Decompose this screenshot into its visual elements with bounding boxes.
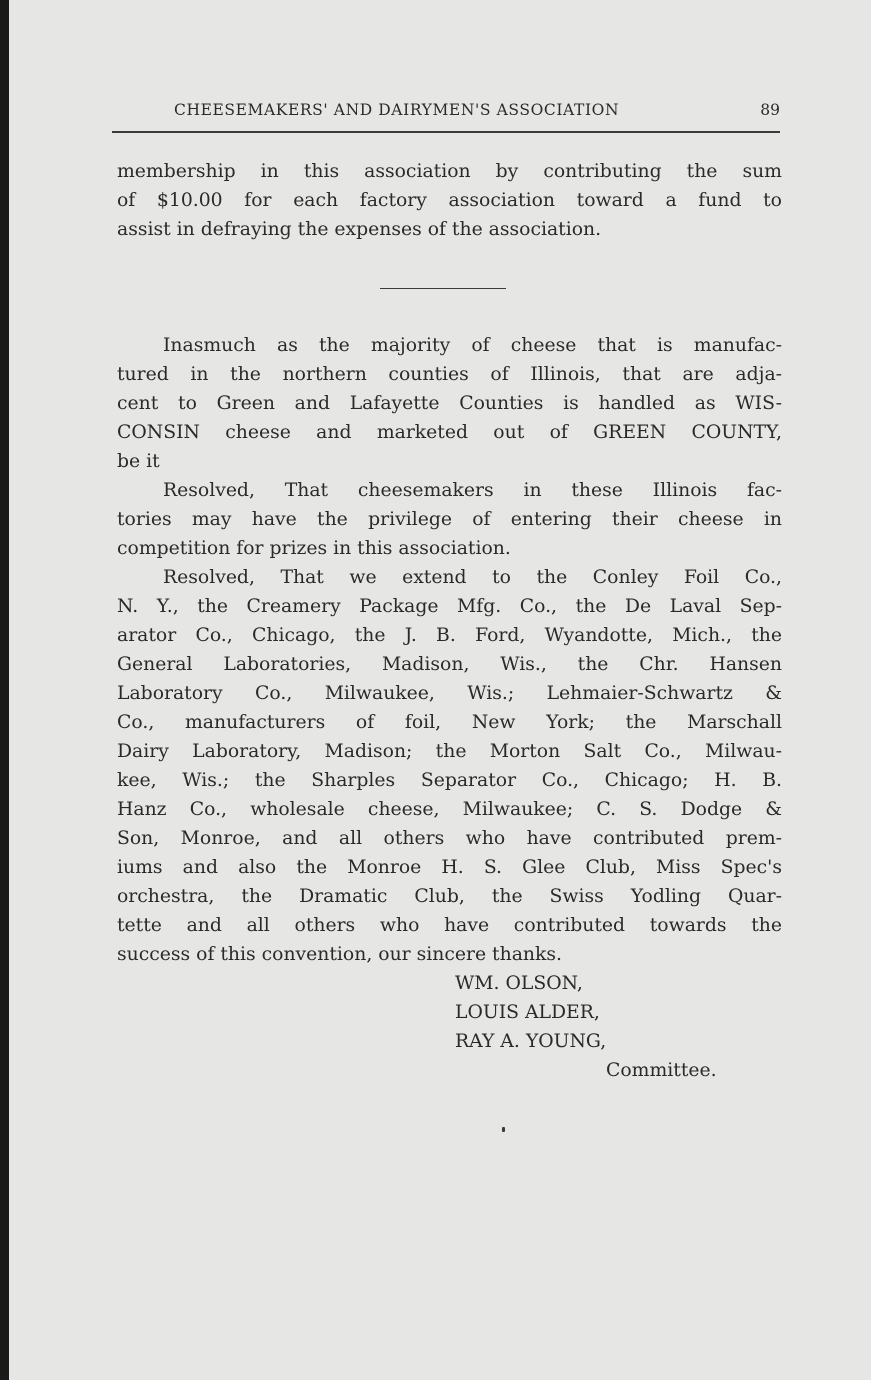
text-line: Hanz Co., wholesale cheese, Milwaukee; C. S. Dodge & — [117, 799, 782, 820]
text-line: Son, Monroe, and all others who have contributed prem- — [117, 828, 782, 849]
text-line: arator Co., Chicago, the J. B. Ford, Wyandotte, Mich., the — [117, 625, 782, 646]
text-line: General Laboratories, Madison, Wis., the Chr. Hansen — [117, 654, 782, 675]
header-title: CHEESEMAKERS' AND DAIRYMEN'S ASSOCIATION — [174, 101, 620, 119]
paragraph-resolved-illinois — [117, 476, 782, 563]
text-line: Resolved, That we extend to the Conley Foil Co., — [163, 567, 782, 588]
text-line: of $10.00 for each factory association toward a fund to — [117, 190, 782, 211]
text-line: be it — [117, 451, 160, 472]
signature-name: LOUIS ALDER, — [455, 1002, 600, 1023]
text-line: competition for prizes in this association. — [117, 538, 511, 559]
paragraph-membership — [117, 157, 782, 244]
running-header — [112, 101, 780, 131]
text-line: Co., manufacturers of foil, New York; the Marschall — [117, 712, 782, 733]
header-rule — [112, 131, 780, 133]
text-line: success of this convention, our sincere thanks. — [117, 944, 562, 965]
book-binding-edge — [0, 0, 9, 1380]
signature-name: RAY A. YOUNG, — [455, 1031, 607, 1052]
text-line: membership in this association by contributing the sum — [117, 161, 782, 182]
text-line: Inasmuch as the majority of cheese that is manufac- — [163, 335, 782, 356]
paragraph-resolved-thanks — [117, 563, 782, 969]
text-line: cent to Green and Lafayette Counties is handled as WIS- — [117, 393, 782, 414]
text-line: Laboratory Co., Milwaukee, Wis.; Lehmaier-Schwartz & — [117, 683, 782, 704]
committee-label: Committee. — [606, 1060, 717, 1081]
text-line: assist in defraying the expenses of the association. — [117, 219, 602, 240]
section-divider — [380, 288, 506, 289]
paragraph-inasmuch — [117, 331, 782, 476]
signature-name: WM. OLSON, — [455, 973, 583, 994]
text-line: iums and also the Monroe H. S. Glee Club, Miss Spec's — [117, 857, 782, 878]
text-line: CONSIN cheese and marketed out of GREEN COUNTY, — [117, 422, 782, 443]
text-line: Dairy Laboratory, Madison; the Morton Salt Co., Milwau- — [117, 741, 782, 762]
text-line: Resolved, That cheesemakers in these Illinois fac- — [163, 480, 782, 501]
text-line: kee, Wis.; the Sharples Separator Co., Chicago; H. B. — [117, 770, 782, 791]
print-speck — [502, 1127, 505, 1132]
text-line: tured in the northern counties of Illinois, that are adja- — [117, 364, 782, 385]
text-line: tories may have the privilege of entering their cheese in — [117, 509, 782, 530]
text-line: orchestra, the Dramatic Club, the Swiss Yodling Quar- — [117, 886, 782, 907]
text-line: tette and all others who have contributed towards the — [117, 915, 782, 936]
page-number: 89 — [760, 101, 780, 119]
text-line: N. Y., the Creamery Package Mfg. Co., the De Laval Sep- — [117, 596, 782, 617]
